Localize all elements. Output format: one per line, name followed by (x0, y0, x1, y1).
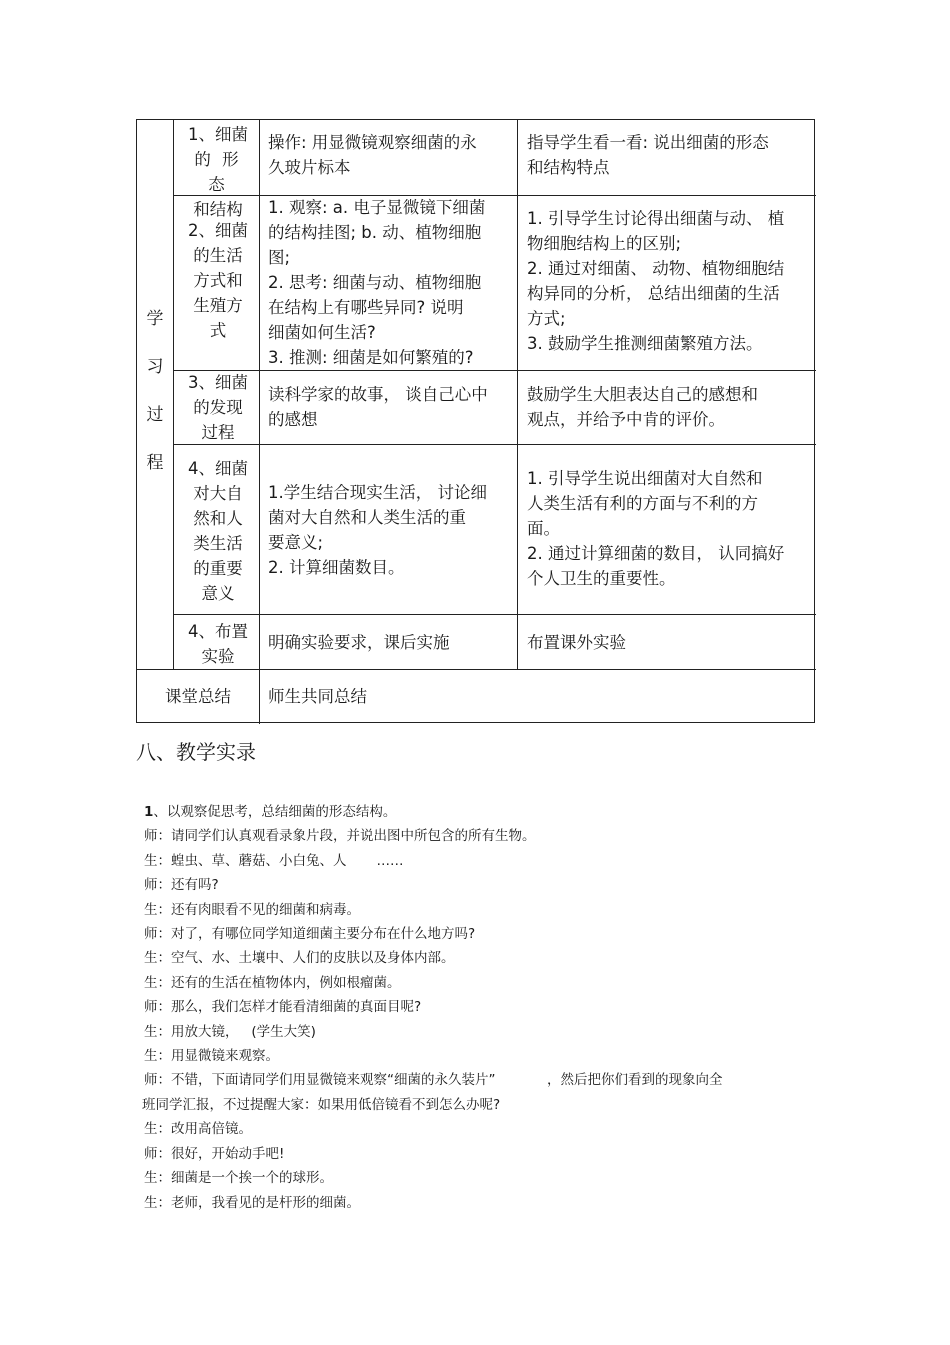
transcript-line: 生：细菌是一个挨一个的球形。 (144, 1170, 333, 1187)
transcript-line: 师：很好，开始动手吧! (144, 1145, 285, 1162)
divider (137, 669, 816, 670)
section-title: 八、教学实录 (136, 740, 256, 764)
transcript-line: 生：蝗虫、草、蘑菇、小白兔、人 …… (144, 852, 404, 869)
teacher-activity-cell: 1. 引导学生说出细菌对大自然和 人类生活有利的方面与不利的方 面。 2. 通过计算细菌的数目， 认同搞好 个人卫生的重要性。 (527, 469, 785, 588)
teacher-activity-cell: 布置课外实验 (527, 633, 626, 652)
summary-label: 课堂总结 (165, 687, 231, 706)
topic-cell: 4、布置 实验 (188, 622, 248, 666)
transcript-line: 生：还有肉眼看不见的细菌和病毒。 (144, 901, 360, 918)
transcript (144, 800, 824, 1215)
transcript-line: 师：不错，下面请同学们用显微镜来观察“细菌的永久装片” ，然后把你们看到的现象向全 (144, 1072, 723, 1089)
student-activity-cell: 1. 观察: a. 电子显微镜下细菌 的结构挂图; b. 动、植物细胞 图; 2. 思考: 细菌与动、植物细胞 在结构上有哪些异同? 说明 细菌如何生活? 3. 推测: 细菌是如何繁殖的? (268, 198, 486, 367)
divider (173, 614, 816, 615)
divider (173, 444, 816, 445)
transcript-line: 生：用显微镜来观察。 (144, 1048, 279, 1065)
transcript-line: 师：那么，我们怎样才能看清细菌的真面目呢? (144, 999, 422, 1016)
transcript-line: 生：还有的生活在植物体内，例如根瘤菌。 (144, 974, 401, 991)
teacher-activity-cell: 指导学生看一看: 说出细菌的形态 和结构特点 (527, 133, 769, 177)
transcript-line: 师：对了，有哪位同学知道细菌主要分布在什么地方吗? (144, 926, 476, 943)
summary-text: 师生共同总结 (268, 687, 367, 706)
transcript-line: 生：改用高倍镜。 (144, 1121, 252, 1138)
divider (173, 370, 816, 371)
stage-label: 学 习 过 程 (146, 309, 164, 473)
teacher-activity-cell: 鼓励学生大胆表达自己的感想和 观点，并给予中肯的评价。 (527, 385, 758, 429)
transcript-line: 班同学汇报，不过提醒大家：如果用低倍镜看不到怎么办呢? (142, 1096, 501, 1113)
transcript-line: 生：空气、水、土壤中、人们的皮肤以及身体内部。 (144, 950, 455, 967)
topic-cell: 1、细菌 的 形 态 和结构 (188, 125, 248, 219)
transcript-line: 师：请同学们认真观看录象片段，并说出图中所包含的所有生物。 (144, 828, 536, 845)
transcript-line: 师：还有吗? (144, 877, 219, 894)
teacher-activity-cell: 1. 引导学生讨论得出细菌与动、 植 物细胞结构上的区别; 2. 通过对细菌、 动物、植物细胞结 构异同的分析， 总结出细菌的生活 方式; 3. 鼓励学生推测细菌繁殖方法。 (527, 209, 785, 353)
transcript-line: 生：用放大镜， (学生大笑) (144, 1023, 316, 1040)
lesson-table (136, 119, 815, 723)
topic-cell: 3、细菌 的发现 过程 (188, 373, 248, 442)
topic-cell: 2、细菌 的生活 方式和 生殖方 式 (188, 221, 248, 340)
divider (173, 120, 174, 669)
student-activity-cell: 操作: 用显微镜观察细菌的永 久玻片标本 (268, 133, 477, 177)
transcript-line: 生：老师，我看见的是杆形的细菌。 (144, 1194, 360, 1211)
student-activity-cell: 明确实验要求，课后实施 (268, 633, 450, 652)
student-activity-cell: 1.学生结合现实生活， 讨论细 菌对大自然和人类生活的重 要意义; 2. 计算细菌数目。 (268, 483, 487, 577)
topic-cell: 4、细菌 对大自 然和人 类生活 的重要 意义 (188, 459, 248, 603)
transcript-line: 1、以观察促思考，总结细菌的形态结构。 (144, 804, 397, 820)
divider (517, 120, 518, 669)
student-activity-cell: 读科学家的故事， 谈自己心中 的感想 (268, 385, 488, 429)
